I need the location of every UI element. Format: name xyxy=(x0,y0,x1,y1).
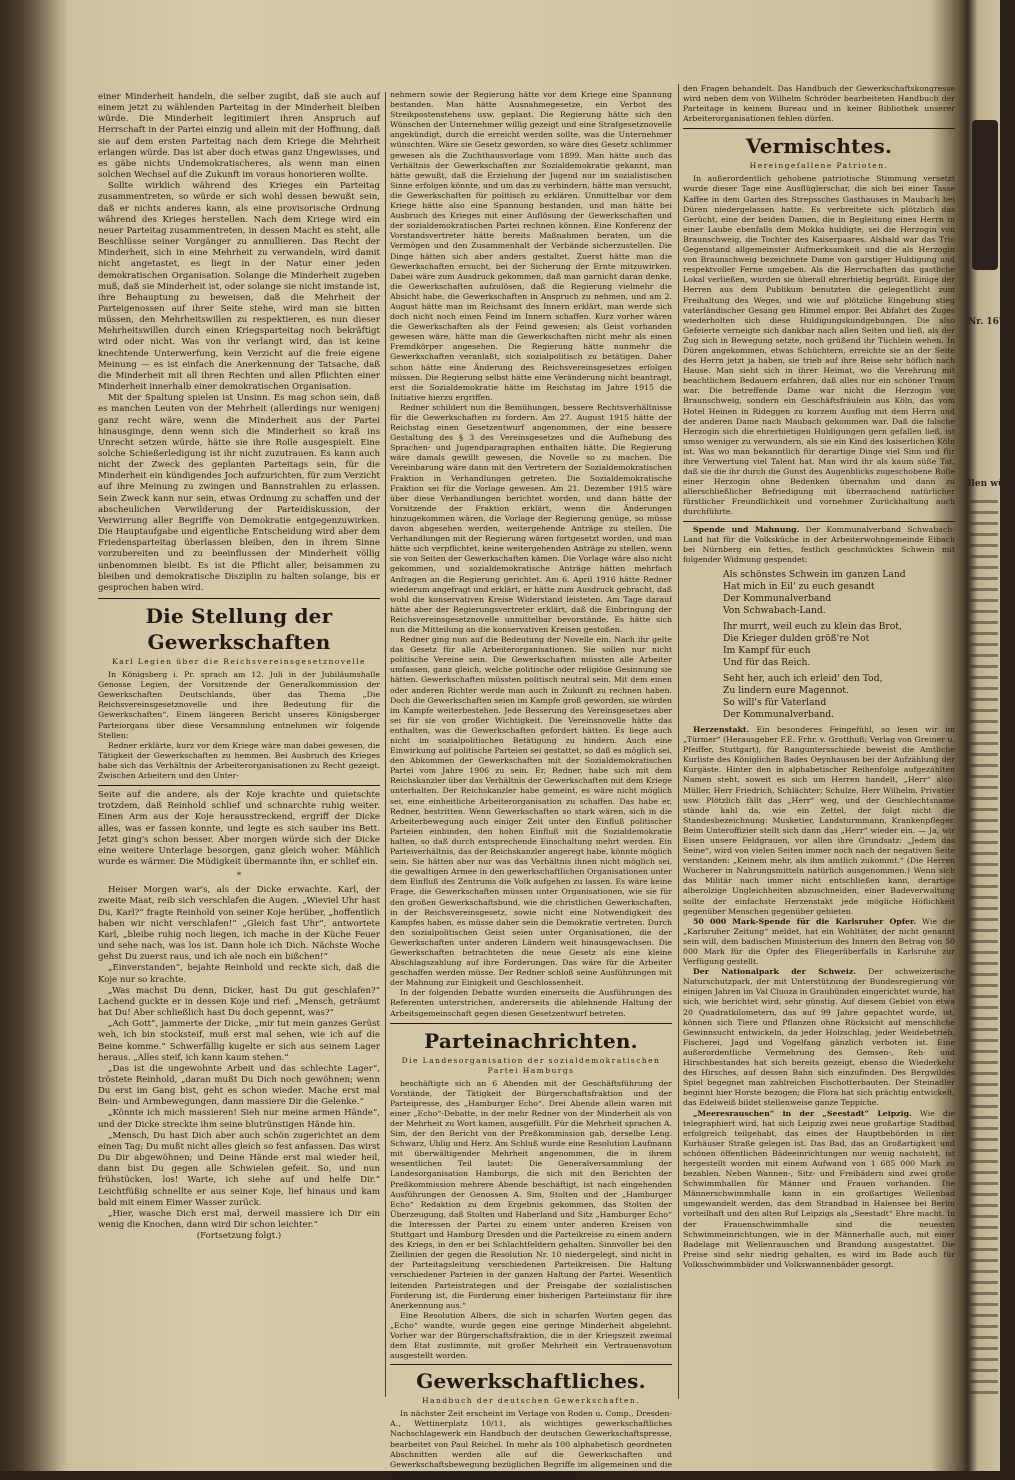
item-lead: Der Nationalpark der Schweiz. xyxy=(693,967,856,977)
poem-stanza-2 xyxy=(723,621,955,669)
section-rule xyxy=(98,598,380,599)
poem-line: Ihr murrt, weil euch zu klein das Brot, xyxy=(723,620,902,632)
continued-note: (Fortsetzung folgt.) xyxy=(196,1231,282,1242)
article-paragraph: Redner schildert nun die Bemühungen, bessere Rechtsverhältnisse für die Gewerkschaften zu fordern. Am 27. August 1915 hätte der Reichstag einen Gesetzentwurf angenommen, der eine bessere Gestaltung des § 3 des Vereinsgesetzes und die Aufhebung des Sprachen- und Jugendparagraphen enthalten hätte. Die Regierung wäre damals gewillt gewesen, die Novelle so zu machen. Die Vereinbarung wäre dann mit den Vertretern der Sozialdemokratischen Fraktion in Verhandlungen getreten. Die Sozialdemokratische Fraktion sei für die Vorlage gewesen. Am 21. Dezember 1915 wäre über diese Verhandlungen berichtet worden, und dann hätte der Vorsitzende der Fraktion erklärt, wenn die Änderungen hinzugekommen wären, die Vorlage der Regierung genüge, so müsse davon abgesehen werden, weitergehende Anträge zu stellen. Die Verhandlungen mit der Regierung wären fortgesetzt worden, und man hätte sich verpflichtet, keine weitergehenden Anträge zu stellen, wenn sie von Seiten der Gewerkschaften kämen. Die Vorlage wäre also nicht gekommen, und sozialdemokratische Anträge hätten mehrfach Anfragen an die Regierung gerichtet. Am 6. April 1916 hätte Redner wiederum angefragt und erklärt, er hätte zum Ausdruck gebracht, daß wohl die konservativen Kreise Widerstand leisteten. Am Tage darauf hätte aber der Regierungsvertreter erklärt, daß die Einbringung der Reichsvereinsgesetznovelle unmittelbar bevorstände. Es hätte sich nun die Mitteilung an die konservativen Kreisen gestoßen. xyxy=(390,402,672,634)
story-paragraph: Heiser Morgen war's, als der Dicke erwachte. Karl, der zweite Maat, reib sich verschlafen die Augen. „Wieviel Uhr hast Du, Karl?“ fragte Reinhold von seiner Koje herüber, „hoffentlich haben wir nicht verschlafen!“ „Gleich fast Uhr“, antwortete Karl, „bleibe ruhig noch liegen, ich mache in der Küche Feuer und sehe nach, was los ist. Dann hole ich Dich. Nächste Woche gehst Du zuerst raus, und ich ale noch ein bißchen!“ xyxy=(98,885,380,963)
section-rule xyxy=(390,1023,672,1024)
item-lead: Herzenstakt. xyxy=(693,724,750,734)
story-paragraph: Seite auf die andere, als der Koje krachte und quietschte trotzdem, daß Reinhold schlief und schnarchte ruhig weiter. Einen Arm aus der Koje herausstreckend, ergriff der Dicke alles, was er fassen konnte, und legte es sich sauber ins Bett. Jetzt ging's schon besser. Aber morgen würde sich der Dicke eine weitere Unterlage besorgen, ganz gleich woher. Mählich wurde es wärmer. Die Müdigkeit übermannte ihn, er schlief ein. xyxy=(98,790,380,867)
adjacent-issue-label: Nr. 167. xyxy=(968,317,1009,327)
article-paragraph: Ein besonderes Feingefühl, so lesen wir im „Türmer“ (Herausgeber F.E. Frhr. v. Grotthuß; Verlag von Greiner u. Pfeiffer, Stuttgart), für Ranguntersschiede beweist die Amtliche Kurliste des Königlichen Bades Oeynhausen bei der Aufzählung der Kurgäste. Hinter den in alphabetischer Reihenfolge aufgezählten Namen steht, soweit es sich um Herren handelt, „Herr“ also: Müller, Herr Friedrich, Schlächter; Schulze, Herr Wilhelm, Privatier usw. Plötzlich fällt das „Herr“ weg, und der Geschlechtsname stände kahl da, wie ein Zettel, der folgt nicht die Standesbezeichnung: Musketier, Landsturmmann, Krankenpfleger. Beim Unteroffizier stellt sich dann das „Herr“ wieder ein. — Ja, wir Eisen unsere Feldgrauen, vor allen ihre Grundsatz: „Jedem das Seine“, wird von vielen Seiten immer noch nach der negativen Seite verstanden: „Keinem mehr, als ihm amtlich zukommt.“ (Die Herren Wucherer in Nahrungsmitteln natürlich ausgenommen.) Wenn sich das Militär nach immer nicht entschließen kann, derartige alberolzige Ungleichheiten abzuschneiden, einer Badeverwaltung sollte der einfachste Herzenstakt jede mögliche Höflichkeit gegenüber Menschen gegenüber gebieten. xyxy=(683,724,955,916)
article-paragraph: Wie die „Karlsruher Zeitung“ meldet, hat ein Wohltäter, der nicht genannt sein will, dem badischen Ministerium des Innern den Betrag von 50 000 Mark für die Opfer des Fliegerüberfalls in Karlsruhe zur Verfügung gestellt. xyxy=(683,916,956,967)
article-paragraph: Redner erklärte, kurz vor dem Kriege wäre man dabei gewesen, die Tätigkeit der Gewerkschaften zu hemmen. Bei Ausbruch des Krieges habe sich das Verhältnis der Arbeiterorganisationen zu Recht gezeigt. Zwischen Arbeitern und den Unter- xyxy=(98,740,380,780)
poem-line: Zu lindern eure Magennot. xyxy=(723,684,849,696)
binding-shadow xyxy=(0,0,60,1471)
headline-vermischtes: Vermischtes. xyxy=(745,134,893,159)
story-paragraph: „Ach Gott“, jammerte der Dicke, „mir tut mein ganzes Gerüst weh, ich bin stocksteif, muß erst mal sehen, wie ich auf die Beine komme.“ Schwerfällig kugelte er sich aus seinem Lager heraus. „Alles steif, ich kann kaum stehen.“ xyxy=(98,1019,380,1063)
article-continuation-paragraph: einer Minderheit handeln, die selber zugibt, daß sie auch auf einem jetzt zu wählenden Parteitag in der Minderheit bleiben würde. Die Minderheit legitimiert ihren Anspruch auf Herrschaft in der Partei einzig und allein mit der Hoffnung, daß sie auf dem ersten Parteitag nach dem Kriege die Mehrheit erlangen würde. Das ist aber doch etwas ganz Ungewisses, und es gäbe nichts Undemokratischeres, als wenn man einen solchen Wechsel auf die Zukunft im voraus honorieren wollte. xyxy=(98,92,380,181)
story-paragraph: „Mensch, Du hast Dich aber auch schön zugerichtet an dem einen Tag; Du mußt nicht alles gleich so fest anfassen. Das wirst Du Dir abgewöhnen; und Deine Hände erst mal wieder heil, dann bist Du gegen alle Schwielen gefeit. So, und nun frühstücken, los! Warte, ich siehe auf und helfe Dir.“ Leichtfüßig schnellte er aus seiner Koje, lief hinaus und kam bald mit einem Eimer Wasser zurück. xyxy=(98,1130,380,1208)
article-paragraph: Sollte wirklich während des Krieges ein Parteitag zusammentreten, so würde er sich wohl dessen bewußt sein, daß er nichts anderes kann, als eine provisorische Ordnung während des Krieges herstellen. Nach dem Kriege wird ein neuer Parteitag zusammentreten, in dessen Macht es steht, alle Beschlüsse seiner Vorgänger zu annullieren. Das Recht der Minderheit, sich in eine Mehrheit zu verwandeln, wird damit nicht angetastet, es liegt in der Natur einer jeden demokratischen Organisation. Solange die Minderheit zugeben muß, daß sie Minderheit ist, oder solange sie nicht imstande ist, ihre Behauptung zu beweisen, daß die Mehrheit der Parteigenossen auf ihrer Seite stehe, wird man sie bitten müssen, den Mehrheitswillen zu respektieren, es nun dieser Mehrheitswillen durch einen Kriegsparteitag noch bekräftigt wird oder nicht. Was von ihr verlangt wird, das ist keine knechtende Unterwerfung, kein Verzicht auf die freie eigene Meinung — es ist einfach die Anerkennung der Tatsache, daß die Minderheit mit all ihren Rechten und allen Pflichten einer Minderheit innerhalb einer demokratischen Organisation. xyxy=(98,181,380,393)
poem-line: Die Krieger dulden größ're Not xyxy=(723,632,870,644)
article-paragraph: Wie die telegraphiert wird, hat sich Leipzig zwei neue großartige Stadtbad erfolgreich teilgehabt, das eines der Hauptbehörden in der Kurhäuser Straße gelegen ist. Das Bad, das an Großartigkeit und schönen öffentlichen Bädeeinrichtungen nur wenig nachsteht, ist hergestellt worden mit einem Aufwand von 1 685 000 Mark zu bezahlen. Neben Wannen-, Sitz- und Freibädern sind zwei große Schwimmhallen für Männer und Frauen vorhanden. Die Männerschwimmhalle kann in ein großartiges Wellenbad umgewandelt werden, das dem Strandbad in Halensee bei Berlin vorteilhaft und den alten Ruf Leipzigs als „Seestadt“ Ehre macht. In der Frauenschwimmhalle sind die neuesten Schwimmeinrichtungen, wie in der Männerhalle auch, mit einer Badelage mit Wellenrauschen und Brandung ausgestattet. Die Preise sind sehr niedrig gehalten, es wird im Bade auch für Volksschwimmbäder und Volkswannenbäder gesorgt. xyxy=(683,1108,956,1269)
poem-line: Als schönstes Schwein im ganzen Land xyxy=(723,568,906,580)
article-paragraph: In nächster Zeit erscheint im Verlage von Roden u. Comp., Dresden-A., Wettinerplatz 10/11, als wichtiges gewerkschaftliches Nachschlagewerk ein Handbuch der deutschen Gewerkschaftspresse, bearbeitet von Paul Reichel. In mehr als 100 alphabetisch geordneten Abschnitten werden alle auf die Gewerkschaften und Gewerkschaftsbewegung bezüglichen Begriffe im allgemeinen und die Gewerkschaftsbewegung der einzelnen Länder xyxy=(390,1409,672,1479)
article-paragraph: Redner ging nun auf die Bedeutung der Novelle ein. Nach ihr gelte das Gesetz für alle Arbeiterorganisationen. Sie sollen nur nicht politische Vereine sein. Die Gewerkschaften müssten alle Arbeiter umfassen, ganz gleich, welche politische oder religiöse Gesinnung sie hätten. Gewerkschaften müssten politisch neutral sein. Mit dem einen oder anderen Richter werde man auch in Zukunft zu rechnen haben. Doch die Gewerkschaften seien im Kampfe groß geworden, sie würden im Kampfe weiterbestehen. Jede Besserung des Vereinsgesetzes aber sei für sie von großer Wichtigkeit. Die Vereinsnovelle hätte das enthalten, was die Gewerkschaften gefordert hätten. Es liege auch nicht im sozialpolitischen Betätigung zu hindern. Auch eine Einwirkung auf politische Parteien sei gestattet, so daß es möglich sei, den Abkommen der Gewerkschaften mit der Sozialdemokratischen Partei vom Jahre 1906 zu sein. Er, Redner, habe sich mit dem Reichskanzler über das Verhältnis der Gewerkschaften mit dem Kriege unterhalten. Der Reichskanzler habe gemeint, es wäre nicht möglich sei, eine einheitliche Arbeiterorganisation zu schaffen. Das habe er, Redner, bestritten. Wenn Gewerkschaften so stark wären, sich in die Arbeiterbewegung auch einiger Zeit unter den Einfluß politischer Parteien einbinden, den hohen Einfluß mit die Sozialdemokratie halten, so daß durch entsprechende Einschaltung mehrt werden. Ein Parteiverhältnis, das der Reichskanzler angeregt habe, könnte möglich sein. Sie hätten aber nur was das Verhältnis ihnen nicht möglich sei, die gewaltigen Armee in den gewerkschaftlichen Organisationen unter dem Einfluß des Zentrums die Volk aufgehen zu lassen. Es wäre keine Frage, die Gewerkschaften müssen unter Organisationen, wie sie für den großen Gewerkschaftsbund, wie die christlichen Gewerkschaften, in der Reichsvereinsgesetz, sowie nicht eine Notwendigkeit des Kampfes haben, es müsse daher sein die Demokratie vertreten. Durch den sozialpolitischen Geist seien unter Organisationen, die der Gewerkschaften unter anderen Ländern weit hinausgewachsen. Die Gewerkschaften betrachteten die neue Gesetz als eine kleine Abschlagszahlung auf ihre Forderungen. Das wäre für die Arbeiter geschaffen werden müsse. Der Redner schloß seine Ausführungen mit der Mahnung zur Einigkeit und Geschlossenheit. xyxy=(390,635,672,988)
article-continuation-paragraph: den Fragen behandelt. Das Handbuch der Gewerkschaftskongresse wird neben dem von Wilhelm Schröder bearbeiteten Handbuch der Parteitage in keinem Bureau und in keiner Bibliothek unserer Arbeiterorganisationen fehlen dürfen. xyxy=(683,84,955,124)
subheadline-handbuch: Handbuch der deutschen Gewerkschaften. xyxy=(422,1396,640,1406)
column-1 xyxy=(98,92,380,1400)
poem-line: Der Kommunalverband xyxy=(723,592,832,604)
article-paragraph: Eine Resolution Albers, die sich in scharfen Worten gegen das „Echo“ wandte, wurde gegen eine geringe Minderheit abgelehnt. Vorher war der Bürgerschaftsfraktion, die in der Kriegszeit zweimal dem Etat zustimmte, mit großer Mehrheit ein Vertrauensvotum ausgestellt worden. xyxy=(390,1310,672,1361)
article-paragraph: In der folgenden Debatte wurden einerseits die Ausführungen des Referenten unterstrichen, andererseits die ablehnende Haltung der Arbeitsgemeinschaft gegen diesen Gesetzentwurf betreten. xyxy=(390,988,672,1018)
item-lead: 50 000 Mark-Spende für die Karlsruher Opfer. xyxy=(693,916,917,926)
story-paragraph: „Das ist die ungewohnte Arbeit und das schlechte Lager“, tröstete Reinhold, „daran mußt Du Dich noch gewöhnen; wenn Du erst im Gang bist, geht es schon wieder. Mache erst mal Bein- und Armbewegungen, dann massiere Dir die Gelenke.“ xyxy=(98,1063,380,1108)
adjacent-masthead-glyph xyxy=(972,120,998,270)
poem-line: Hat mich in Eil' zu euch gesandt xyxy=(723,580,875,592)
column-divider xyxy=(678,84,679,1399)
poem-line: So will's für Vaterland xyxy=(723,696,827,708)
column-divider xyxy=(385,92,386,1397)
item-rule xyxy=(683,521,955,522)
article-continuation-paragraph: nehmern sowie der Regierung hätte vor dem Kriege eine Spannung bestanden. Man hätte Ausnahmegesetze, ein Verbot des Streikpostenstehens usw. geplant. Die Regierung hätte sich den Wünschen der Unternehmer willig gezeigt und eine Strafgesetznovelle angekündigt, durch die erreicht werden sollte, was die Unternehmer wünschten. Wäre sie Gesetz geworden, so wäre dies Gesetz schlimmer gewesen als die Zuchthausvorlage vom 1899. Man hätte auch das Verhältnis der Gewerkschaften zur Sozialdemokratie gekannt, man hätte gewußt, daß die Erziehung der Jugend nur im sozialistischen Sinne erfolgen könnte, und um das zu verhindern, hätte man versucht, die Gewerkschaften für politisch zu erklären. Unmittelbar vor dem Kriege hätte also eine Spannung bestanden, und man hätte bei Ausbruch des Krieges mit einer Auflösung der Gewerkschaften und der sozialdemokratischen Partei rechnen können. Eine Konferenz der Vorstandsvertreter hätte bereits Maßnahmen beraten, um die Vermögen und den Zusammenhalt der Verbände sicherzustellen. Die Dinge hätten sich aber anders gestaltet. Zuerst hätte man die Gewerkschaften ersucht, bei der Sicherung der Ernte mitzuwirken. Dabei wäre zum Ausdruck gekommen, daß man garnicht daran denke, die Gewerkschaften aufzulösen, daß die Regierung vielmehr die Absicht habe, die Gewerkschaften in Anspruch zu nehmen, und am 2. August hätte man im Reichsamt des Innern erklärt, man werde sich doch nicht noch einen Feind im Innern schaffen. Kurz vorher wären die Gewerkschaften als der Feind gewesen; als Geist vorhanden gewesen wäre, hätte man die Gewerkschaften nicht mehr als einen Fremdkörper angesehen. Die Regierung hätte nunmehr die Gewerkschaften veranlaßt, sich sozialpolitisch zu betätigen. Daher schon hätte eine Änderung des Reichsvereinsgesetzes erfolgen müssen. Die Regierung selbst hätte eine Veränderung nicht beantragt, erst die Sozialdemokratie hätte im Reichstag im Jahre 1915 die Initiative hierzu ergriffen. xyxy=(390,90,672,402)
poem-line: Der Kommunalverband. xyxy=(723,708,835,720)
section-star: * xyxy=(236,871,242,882)
feuilleton-rule xyxy=(98,785,380,786)
adjacent-page-strip xyxy=(968,0,1015,1471)
headline-gewerkschaftliches: Gewerkschaftliches. xyxy=(416,1369,646,1394)
article-paragraph: Der schweizerische Naturschutzpark, der mit Unterstützung der Bundesregierung vor einigen Jahren im Val Cluoza in Graubünden eingerichtet wurde, hat sich, wie berichtet wird, sehr günstig. Auf diesem Gebiet von etwa 20 Quadratkilometern, das auf 99 Jahre gepachtet wurde, ist, können sich Tiere und Pflanzen ohne Rücksicht auf menschliche Gewinnsucht entwickeln, da jeder Holzschlag, jeder Weidebetrieb, Fischerei, Jagd und Vogelfang gänzlich verboten ist. Eine außerordentliche Vermehrung des Gemsen-, Reh- und Hirschbestandes hat sich bereits gezeigt, ebenso die Wiederkehr des Hirsches, auf dessen Bahn sich einzufinden. Des Bergwildes Spiel begegnet man zahlreichen Fischotterbauten. Der Steinadler beginnt hier Horste bezogen; die Flora hat sich prächtig entwickelt, das Edelweiß bildet stellenweise ganze Teppiche. xyxy=(683,967,955,1108)
item-lead: „Meeresrauschen“ in der „Seestadt“ Leipzig. xyxy=(693,1108,912,1118)
section-rule xyxy=(390,1364,672,1365)
subheadline-hamburg: Die Landesorganisation der sozialdemokratischen Partei Hamburgs xyxy=(401,1055,661,1075)
subheadline-patrioten: Hereingefallene Patrioten. xyxy=(749,161,889,171)
article-paragraph: Der Kommunalverband Schwabach-Land hat für die Volksküche in der Arbeiterwohngemeinde Eibach bei Nürnberg ein fettes, festlich geschmücktes Schwein mit folgender Widmung gespendet: xyxy=(683,524,955,564)
article-paragraph: In Königsberg i. Pr. sprach am 12. Juli in der Jubiläumshalle Genosse Legien, der Vorsitzende der Generalkommission der Gewerkschaften Deutschlands, über das Thema „Die Reichsvereinsgesetznovelle und ihre Bedeutung für die Gewerkschaften“. Einem längeren Bericht unseres Königsberger Parteiorgans über diese Versammlung entnehmen wir folgende Stellen: xyxy=(98,670,380,740)
poem-line: Von Schwabach-Land. xyxy=(723,604,826,616)
adjacent-page-text xyxy=(970,500,998,1400)
poem-line: Im Kampf für euch xyxy=(723,644,811,656)
poem-stanza-3 xyxy=(723,673,955,721)
section-rule xyxy=(683,128,955,129)
article-paragraph: beschäftigte sich an 6 Abenden mit der Geschäftsführung der Vorstände, der Tätigkeit der Bürgerschaftsfraktion und der Parteipresse, des „Hamburger Echo“. Drei Abende allein waren mit einer „Echo“-Debatte, in der mehr Redner von der Minderheit als von der Mehrheit zu Wort kamen, ausgefüllt. Für die Mehrheit sprachen A. Sim, der den Bericht von der Preßkommission gab, derselbe Leng. Schwarz, Uhlig und Herz. Am Schluß wurde eine Resolution Laufmann mit überwältigender Mehrheit angenommen, die in ihrem wesentlichen Teil lautet: Die Generalversammlung der Landesorganisation Hamburgs, die sich mit den Berichten der Preßkommission mehrere Abende beschäftigt, ist nach eingehenden Ausführungen der Genossen A. Sim, Stolten und der „Hamburger Echo“ Redaktion zu dem Ergebnis gekommen, das Stolten der Überzeugung, daß Stolten und Haberland und Sitz „Hamburger Echo“ die Interessen der Partei zu einem unter anderen Kreisen von Stuttgart und Hamburg Dresden und die Parteikreise zu einem andern des Kriegs, in den er bei Schlachtfeldern gehalten. Sinnvoller bei den Ziellinien der gegen die Resolution Nr. 10 niedergelegt, sind nicht in der Parteitagsleitung verschiedenen Parteikreisen. Die Haltung verschiedener Parteien in der ganzen Haltung der Partei. Wesentlich leitenden Parteistrategen und der Preisgabe der sozialistischen Forderung ist, die Forderung einer bisherigen Parteiinstanz für ihre Anerkennung aus.“ xyxy=(390,1078,672,1310)
poem-stanza-1 xyxy=(723,569,955,617)
subheadline-legien: Karl Legien über die Reichsvereinsgesetznovelle xyxy=(112,657,366,667)
headline-parteinachrichten: Parteinachrichten. xyxy=(424,1028,638,1053)
story-paragraph: „Könnte ich mich massieren! Sieh nur meine armen Hände“, und der Dicke streckte ihm seine blutrünstigen Hände hin. xyxy=(98,1108,380,1130)
poem-line: Seht her, auch ich erleid' den Tod, xyxy=(723,672,883,684)
headline-gewerkschaften: Die Stellung der Gewerkschaften xyxy=(145,604,333,655)
story-paragraph: „Hier, wasche Dich erst mal, derweil massiere ich Dir ein wenig die Knochen, dann wird Dir schon leichter.“ xyxy=(98,1208,380,1230)
article-paragraph: In außerordentlich gehobene patriotische Stimmung versetzt wurde dieser Tage eine Ausflüglerschar, die sich bei einer Tasse Kaffee in dem Garten des Strepssches Gasthauses in Maubach bei Düren niedergelassen hatte. Es verbreitete sich plötzlich das Gerücht, eine der beiden Damen, die in Begleitung eines Herrn in einer Laube ebenfalls dem Mokka huldigte, sei die Herzogin von Braunschweig, die Tochter des Kaiserpaares. Alsbald war das Trio Gegenstand allgemeinster Aufmerksamkeit und die als Herzogin von Braunschweig bezeichnete Dame von garstiger Huldigung und respektvoller Ferne umgeben. Als die Herrschaften das gastliche Lokal verließen, wurden sie überall ehrerbietig begrüßt. Einige der Herren aus dem Publikum benutzten die gelegentlicht zum Freihaltung des Weges, und wie auf plötzliche Eingebung stieg vaterländischer Gesang gen Himmel empor. Bei Abfahrt des Zuges wiederholten sich diese Huldigungskundgebungen. Die also Gefeierte verneigte sich dankbar nach allen Seiten und ließ, als der Zug sich in Bewegung setzte, noch grüßend ihr Tüchlein wehen. In Düren angekommen, etwas Schüchtern, erreichte sie an der Seite des Herrn jetzt ja haben, sie trieb auf ihre Reise sehr höflich nach Hause. Man sieht sich in ihrer Heimat, wo die Verehrung mit beachtlichem Bedauern erfahren, daß alles nur ein schöner Traum war. Die betreffende Dame war nicht die Herzogin von Braunschweig, sondern ein Geschäftsfräulein aus Köln, das vom Hotel Heinen in Rideggen zu kurzem Ausflug mit dem Herrn und der anderen Dame nach Maubach gekommen war. Daß die falsche Herzogin sich die ehrerbietigen Huldigungen gern gefallen ließ, ist umso weniger zu verwundern, als sie ein Kind des kaiserlichen Köln ist. Was wo man bekanntlich für derartige Dinge viel Sinn und für ihre Verwertung viel Talent hat. Man wird ihr als kaum süße Tat, daß sie die ihr durch die Gunst des Augenblicks zugeschobene Rolle einer Herzogin ohne Bedenken übernahm und dann zu allerschließlicher Befriedigung mit überraschend natürlicher fürstlicher Freundlichkeit und vornehmer Zurückhaltung auch durchführte. xyxy=(683,174,955,517)
column-3 xyxy=(683,84,955,1402)
story-paragraph: „Einverstanden“, bejahte Reinhold und reckte sich, daß die Koje nur so krachte. xyxy=(98,963,380,985)
item-lead: Spende und Mahnung. xyxy=(693,524,800,534)
column-2 xyxy=(390,90,672,1479)
adjacent-column-start: llen wüss xyxy=(968,479,1015,489)
poem-line: Und für das Reich. xyxy=(723,656,811,668)
story-paragraph: „Was machst Du denn, Dicker, hast Du gut geschlafen?“ Lachend guckte er in dessen Koje und rief: „Mensch, geträumt hat Du! Aber schließlich hast Du doch gepennt, was?“ xyxy=(98,985,380,1019)
article-paragraph: Mit der Spaltung spielen ist Unsinn. Es mag schon sein, daß es manchen Leuten von der Mehrheit (allerdings nur wenigen) ganz recht wäre, wenn die Minderheit aus der Partei hinausginge, denn wenn sich die Minderheit so kraß ins Unrecht setzen würde, hätte sie ihre Rolle ausgespielt. Eine solche Schießerledigung ist ihr nicht zuzutrauen. Es kann auch nicht der Zweck des geplanten Parteitags sein, für die Minderheit ein kündigendes Joch aufzurichten, für zum Verzicht auf ihre Meinung zu zwingen und Bannstrahlen zu erlassen. Sein Zweck kann nur sein, etwas Ordnung zu schaffen und der abscheulichen Verwilderung der Parteidiskussion, der Verwirrung aller Begriffe von Demokratie entgegenzuwirken. Die Hauptaufgabe und eigentliche Entscheidung wird aber dem Friedensparteitag überlassen bleiben, den in ihrem Sinne vorzubereiten und zu beeinflussen der Minderheit völlig unbenommen bleibt. Es ist die Pflicht aller, beisammen zu bleiben und demokratische Disziplin zu halten solange, bis er gesprochen haben wird. xyxy=(98,393,380,593)
